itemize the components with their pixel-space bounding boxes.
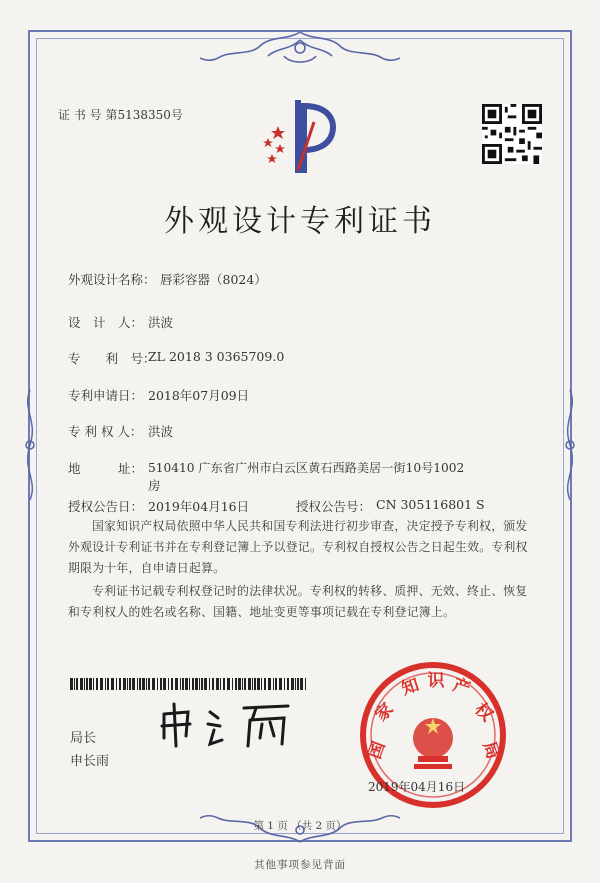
field-value-grant-date: 2019年04月16日 (148, 499, 250, 514)
top-ornament (200, 26, 400, 70)
field-label-patent-number: 专 利 号： (68, 351, 156, 366)
handwritten-signature (158, 700, 308, 750)
svg-text:产: 产 (450, 675, 473, 700)
field-value-designer: 洪波 (148, 315, 174, 330)
field-label-address: 地 址： (68, 461, 144, 476)
page-indicator: 第 1 页 （共 2 页） (253, 820, 347, 832)
svg-text:家: 家 (371, 699, 398, 726)
right-ornament (558, 390, 582, 500)
certificate-title: 外观设计专利证书 (164, 204, 436, 239)
svg-text:知: 知 (399, 675, 422, 700)
svg-text:局: 局 (478, 738, 504, 762)
field-value-application-date: 2018年07月09日 (148, 388, 250, 403)
barcode (70, 678, 310, 690)
svg-text:国: 国 (364, 738, 390, 762)
field-label-designer: 设 计 人： (68, 315, 144, 330)
svg-text:识: 识 (427, 671, 445, 691)
field-label-announcement-no: 授权公告号： (296, 499, 372, 514)
left-ornament (18, 390, 42, 500)
legal-paragraph-1: 国家知识产权局依照中华人民共和国专利法进行初步审查，决定授予专利权，颁发外观设计专利证书并在专利登记簿上予以登记。专利权自授权公告之日起生效。专利权期限为十年，自申请日起算。 (68, 519, 528, 575)
field-label-application-date: 专利申请日： (68, 388, 144, 403)
seal-date: 2019年04月16日 (368, 780, 466, 794)
field-value-design-name: 唇彩容器（8024） (160, 272, 267, 287)
certificate-number: 证 书 号 第5138350号 (58, 108, 183, 122)
legal-paragraph-2: 专利证书记载专利权登记时的法律状况。专利权的转移、质押、无效、终止、恢复和专利权人的姓名或名称、国籍、地址变更等事项记载在专利登记簿上。 (68, 584, 528, 619)
signatory-title: 局长 (70, 731, 97, 746)
svg-text:权: 权 (470, 699, 497, 726)
field-value-address-line2: 房 (148, 478, 161, 493)
field-label-grant-date: 授权公告日： (68, 499, 144, 514)
footer-note: 其他事项参见背面 (254, 859, 346, 871)
signatory-name: 申长雨 (70, 754, 110, 769)
field-value-patent-number: ZL 2018 3 0365709.0 (148, 349, 285, 364)
field-label-design-name: 外观设计名称： (68, 272, 156, 287)
qr-code (482, 104, 542, 164)
field-value-announcement-no: CN 305116801 S (376, 497, 485, 512)
field-value-patentee: 洪波 (148, 424, 174, 439)
field-label-patentee: 专 利 权 人： (68, 424, 143, 439)
patent-office-logo (258, 92, 348, 174)
field-value-address: 510410 广东省广州市白云区黄石西路美居一街10号1002 (148, 461, 465, 475)
